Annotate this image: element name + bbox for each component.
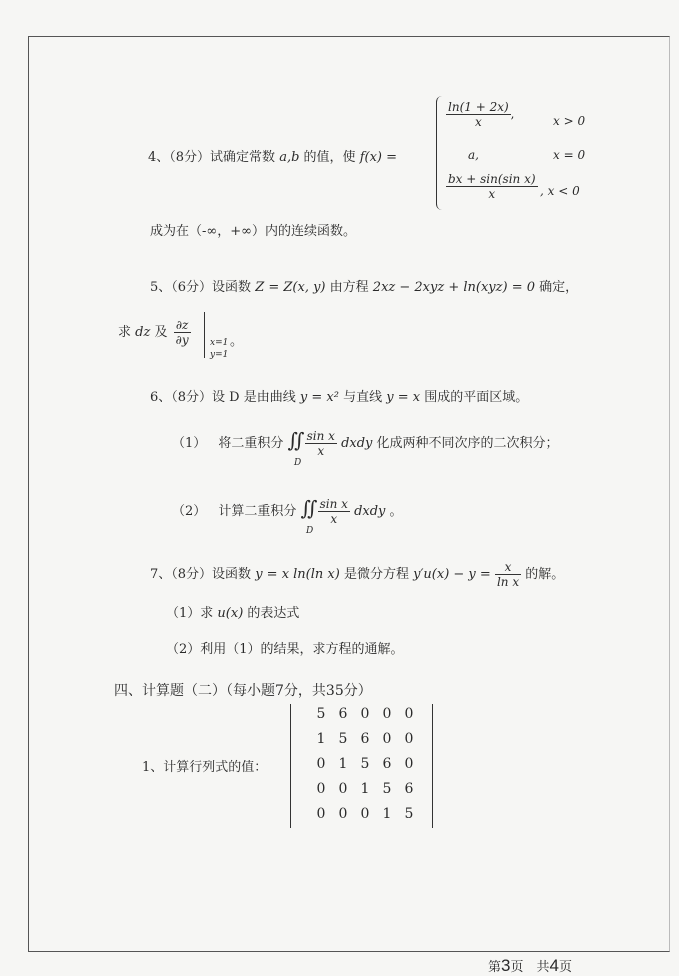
det-cell: 1 xyxy=(360,781,370,797)
q7-frac-den: ln x xyxy=(496,575,520,589)
footer-mid: 页 共 xyxy=(510,960,550,975)
det-cell: 6 xyxy=(338,706,348,722)
q4-case3-cond: , x < 0 xyxy=(540,184,580,198)
q5-mid: 由方程 xyxy=(329,280,369,295)
q5-end: 确定， xyxy=(539,280,579,295)
footer-total: 4 xyxy=(549,956,559,975)
q4-case3-num: bx + sin(sin x) xyxy=(448,172,536,186)
det-right-bar xyxy=(432,704,433,828)
q4-brace xyxy=(436,96,445,210)
det-cell: 6 xyxy=(360,731,370,747)
q4-case1: $\frac{\ln(1 + 2x)}{x}$ , xyxy=(448,100,515,129)
footer-pre: 第 xyxy=(488,960,502,975)
det-cell: 1 xyxy=(316,731,326,747)
det-row-3 xyxy=(310,756,420,772)
q7-part1 xyxy=(166,602,299,621)
section4-q1-label: 1、计算行列式的值： xyxy=(142,760,268,775)
q7-line xyxy=(150,560,564,589)
q5-cond1: x=1 xyxy=(210,338,229,348)
q4-fx: f(x) = xyxy=(359,150,398,165)
q7-p1-m: u(x) xyxy=(217,606,244,621)
q6-p1-integral-sign: ∬ xyxy=(287,428,305,452)
q7-lead: 7、（8分）设函数 xyxy=(150,567,252,582)
det-row-5 xyxy=(310,806,420,822)
q4-case1-den: x xyxy=(474,115,482,129)
q5-ask: 求 xyxy=(118,325,132,340)
det-cell: 6 xyxy=(382,756,392,772)
q5-eq: 2xz − 2xyz + ln(xyz) = 0 xyxy=(372,280,535,295)
det-cell: 5 xyxy=(382,781,392,797)
q7-func: y = x ln(ln x) xyxy=(255,567,340,582)
q5-pnum: ∂z xyxy=(174,318,191,333)
det-row-4 xyxy=(310,781,420,797)
q6-p2-dxdy: dxdy xyxy=(354,504,386,519)
q4-case1-cond: x > 0 xyxy=(553,114,586,128)
q4-case3-den: x xyxy=(488,187,496,201)
q6-p1-tail: 化成两种不同次序的二次积分； xyxy=(376,436,559,451)
det-cell: 5 xyxy=(360,756,370,772)
q7-p1: （1）求 xyxy=(166,606,214,621)
q6-p2-domain: D xyxy=(306,526,314,536)
q6-curve1: y = x² xyxy=(299,390,339,405)
det-cell: 0 xyxy=(338,806,348,822)
q5-eval-bar xyxy=(204,312,205,358)
q6-p1-domain: D xyxy=(294,458,302,468)
q7-frac-num: x xyxy=(495,560,521,575)
q5-line1 xyxy=(150,276,578,295)
q6-p1-dxdy: dxdy xyxy=(341,436,373,451)
q4-ab: a,b xyxy=(279,150,300,165)
q7-end: 的解。 xyxy=(525,567,565,582)
q6-p2-int-den: x xyxy=(330,512,338,526)
det-cell: 0 xyxy=(404,756,414,772)
det-cell: 5 xyxy=(338,731,348,747)
q7-eq: y′u(x) − y = xyxy=(413,567,491,582)
det-cell: 0 xyxy=(360,706,370,722)
q4-lead: 4、（8分）试确定常数 xyxy=(148,150,276,165)
det-cell: 1 xyxy=(338,756,348,772)
q4-case2-cond: x = 0 xyxy=(553,148,586,162)
q6-p2-int-num: sin x xyxy=(319,497,348,511)
footer-post: 页 xyxy=(558,960,572,975)
det-cell: 6 xyxy=(404,781,414,797)
q5-func: Z = Z(x, y) xyxy=(255,280,326,295)
det-cell: 0 xyxy=(316,781,326,797)
det-cell: 5 xyxy=(404,806,414,822)
q6-part2 xyxy=(172,496,403,526)
section4-title: 四、计算题（二）（每小题7分，共35分） xyxy=(114,683,372,699)
q5-stop: 。 xyxy=(230,334,244,349)
det-cell: 0 xyxy=(404,706,414,722)
det-row-1 xyxy=(310,706,420,722)
page-footer xyxy=(488,956,572,976)
q5-line2 xyxy=(118,318,191,347)
q6-mid: 与直线 xyxy=(343,390,383,405)
q4-lead-line xyxy=(148,146,397,165)
det-cell: 0 xyxy=(404,731,414,747)
q5-pden: ∂y xyxy=(175,333,189,347)
q6-p2-tail: 。 xyxy=(389,504,403,519)
q6-p2-text: 计算二重积分 xyxy=(218,504,297,519)
q6-end: 围成的平面区域。 xyxy=(424,390,529,405)
q6-p1-int-den: x xyxy=(317,444,325,458)
det-cell: 0 xyxy=(316,756,326,772)
q5-dz: dz xyxy=(135,325,151,340)
q6-lead: 6、（8分）设 D 是由曲线 xyxy=(150,390,296,405)
det-row-2 xyxy=(310,731,420,747)
q4-case3 xyxy=(446,172,538,201)
footer-page-num: 3 xyxy=(501,956,511,975)
det-cell: 5 xyxy=(316,706,326,722)
q6-curve2: y = x xyxy=(386,390,421,405)
q4-case2-val: a, xyxy=(468,148,479,162)
det-cell: 0 xyxy=(316,806,326,822)
det-cell: 1 xyxy=(382,806,392,822)
q5-cond2: y=1 xyxy=(210,350,229,360)
det-cell: 0 xyxy=(382,706,392,722)
q6-part1 xyxy=(172,428,559,458)
q4-mid: 的值，使 xyxy=(303,150,356,165)
q5-lead: 5、（6分）设函数 xyxy=(150,280,252,295)
det-cell: 0 xyxy=(360,806,370,822)
q4-case1-num: ln(1 + 2x) xyxy=(448,100,509,114)
det-cell: 0 xyxy=(382,731,392,747)
q4-tail: 成为在（-∞，+∞）内的连续函数。 xyxy=(150,224,356,239)
q6-p1-label: （1） xyxy=(172,436,207,451)
q6-p2-integral-sign: ∬ xyxy=(300,496,318,520)
q6-line xyxy=(150,386,528,405)
q6-p1-text: 将二重积分 xyxy=(218,436,284,451)
q6-p2-label: （2） xyxy=(172,504,207,519)
q7-mid: 是微分方程 xyxy=(343,567,409,582)
q5-and: 及 xyxy=(154,325,168,340)
det-cell: 0 xyxy=(338,781,348,797)
q6-p1-int-num: sin x xyxy=(306,429,335,443)
q7-p1-tail: 的表达式 xyxy=(247,606,300,621)
q7-part2: （2）利用（1）的结果，求方程的通解。 xyxy=(166,642,404,657)
det-left-bar xyxy=(290,704,291,828)
